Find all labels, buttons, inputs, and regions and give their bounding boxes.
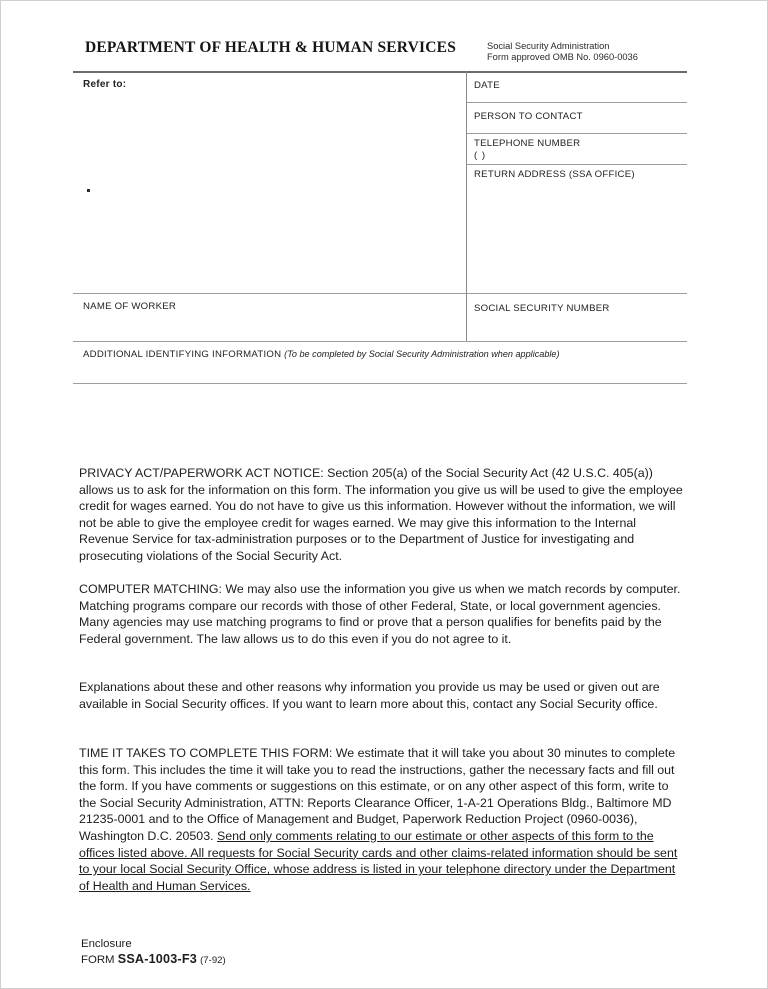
additional-info-note: (To be completed by Social Security Administration when applicable) [284,349,560,359]
form-number: SSA-1003-F3 [117,952,197,966]
form-word: FORM [81,954,115,966]
additional-info-rule [73,341,687,342]
form-identifier [81,952,226,968]
document-footer [81,937,226,968]
form-column-divider [466,71,467,293]
worker-row-rule [73,293,687,294]
ssn-column-divider [466,293,467,341]
return-address-label: RETURN ADDRESS (SSA OFFICE) [474,169,635,180]
form-bottom-rule [73,383,687,384]
explanations-notice: Explanations about these and other reasons why information you provide us may be used or given out are available in Social Security offices. If you want to learn more about this, contact any Social Security office. [79,680,660,711]
additional-info-row [83,349,559,360]
time-to-complete-underlined-text: Send only comments relating to our estimate or other aspects of this form to the offices listed above. All requests for Social Security cards and other claims-related information should be sent to your local Social Security Office, whose address is listed in your telephone directory under the Department of Health and Human Services. [79,828,678,893]
additional-info-label: ADDITIONAL IDENTIFYING INFORMATION [83,349,282,360]
refer-to-label: Refer to: [83,79,127,90]
form-revision-date: (7-92) [200,955,226,966]
refer-to-bullet-mark [87,189,90,192]
person-to-contact-label: PERSON TO CONTACT [474,111,583,122]
computer-matching-notice: COMPUTER MATCHING: We may also use the information you give us when we match records by computer. Matching programs compare our records with those of other Federal, State, or local government agencies. Many agencies may use matching programs to find or prove that a person qualifies for benefits paid by the Federal government. The law allows us to do this even if you do not agree to it. [79,582,681,646]
telephone-number-input[interactable]: ( ) [474,150,487,161]
omb-number: Form approved OMB No. 0960-0036 [487,52,638,63]
form-top-rule [73,71,687,73]
page-title: DEPARTMENT OF HEALTH & HUMAN SERVICES [85,39,457,56]
time-to-complete-notice [79,745,683,894]
omb-approval-block [487,41,687,64]
telephone-number-label: TELEPHONE NUMBER [474,138,581,149]
date-label: DATE [474,80,500,91]
privacy-act-notice: PRIVACY ACT/PAPERWORK ACT NOTICE: Section 205(a) of the Social Security Act (42 U.S.C. 405(a)) allows us to ask for the information on this form. The information you give us will be used to give the employee credit for wages earned. You do not have to give us this information. However without the information, we will not be able to give the employee credit for wages earned. We may give this information to the Internal Revenue Service for tax-administration purposes or to the Department of Justice for investigating and prosecuting violations of the Social Security Act. [79,466,683,563]
date-row-rule [466,102,687,103]
name-of-worker-label: NAME OF WORKER [83,301,177,312]
time-to-complete-text: TIME IT TAKES TO COMPLETE THIS FORM: We estimate that it will take you about 30 minutes to complete this form. This includes the time it will take you to read the instructions, gather the necessary facts and fill out the form. If you have comments or suggestions on this estimate, or on any other aspect of this form, write to the Social Security Administration, ATTN: Reports Clearance Officer, 1-A-21 Operations Bldg., Baltimore MD 21235-0001 and to the Office of Management and Budget, Paperwork Reduction Project (0960-0036), Washington D.C. 20503. [79,746,676,843]
person-contact-row-rule [466,133,687,134]
document-header [73,39,687,69]
telephone-row-rule [466,164,687,165]
enclosure-label: Enclosure [81,938,132,950]
social-security-number-label: SOCIAL SECURITY NUMBER [474,303,610,314]
administration-name: Social Security Administration [487,41,610,51]
